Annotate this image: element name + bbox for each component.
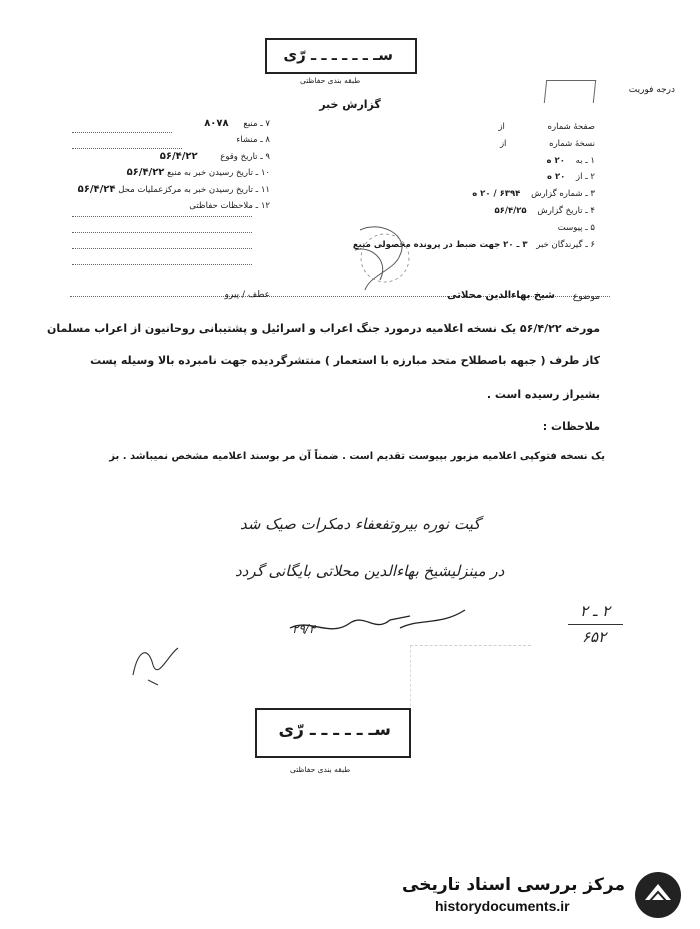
left-field-label: ۷ ـ منبع [243, 119, 270, 129]
right-field-1 [390, 156, 595, 166]
right-field-value: ۲۰ ه [546, 156, 565, 166]
signature-date: ۲۹/۴ [292, 622, 316, 636]
top-classification-caption: طبقه بندی حفاظتی [300, 76, 361, 85]
margin-note-top: ۲ ـ ۲ [580, 602, 611, 620]
faint-stamp-residue [410, 645, 531, 716]
right-field-copy [390, 139, 595, 149]
left-field-9 [70, 151, 270, 162]
bottom-stamp-text: سـ ـ ـ ـ ـ ـ رّی [278, 720, 391, 740]
body-line-3: بشیراز رسیده است . [486, 388, 600, 401]
left-field-label: ۹ ـ تاریخ وقوع [220, 152, 270, 162]
right-field-page [390, 122, 595, 132]
margin-note-divider [568, 624, 623, 625]
handwritten-note-line-2: در مینزلیشیخ بهاءالدین محلاتی بایگانی گردد [235, 562, 505, 580]
left-field-8 [70, 135, 270, 145]
report-title: گزارش خبر [319, 98, 381, 111]
right-field-2 [390, 172, 595, 182]
right-field-label: ۳ ـ شماره گزارش [531, 189, 595, 199]
watermark-org-name: مرکز بررسی اسناد تاریخی [402, 875, 625, 895]
left-field-value: ۵۶/۴/۲۲ [126, 167, 165, 178]
top-classification-stamp [265, 38, 417, 74]
handwritten-note-line-1: گیت نوره بیروتفعفاء دمکرات صیک شد [240, 515, 481, 533]
right-field-label: ۱ ـ به [575, 156, 595, 166]
right-field-label: ۶ ـ گیرندگان خبر [536, 240, 595, 250]
left-dotted-line [72, 216, 252, 217]
right-field-label: صفحهٔ شماره [547, 122, 595, 132]
left-field-7 [70, 118, 270, 129]
body-line-1: مورخه ۵۶/۴/۲۲ یک نسخه اعلامیه درمورد جنگ اعراب و اسرائیل و پشتیبانی روحانیون از اعراب مسلمان [47, 322, 600, 335]
right-field-value: ۲۰ ه [546, 172, 566, 182]
left-dotted-line [72, 148, 182, 149]
right-field-3 [390, 189, 595, 199]
right-field-label: نسخهٔ شماره [549, 139, 595, 149]
left-dotted-line [72, 248, 252, 249]
subject-value: شیخ بهاءالدین محلاتی [447, 290, 555, 301]
left-field-label: ۸ ـ منشاء [236, 135, 270, 145]
left-field-label: ۱۱ ـ تاریخ رسیدن خبر به مرکزعملیات محل [118, 185, 270, 195]
margin-note-bottom: ۶۵۲ [582, 628, 607, 646]
right-field-value: ۵۶/۴/۲۵ [494, 206, 527, 216]
reference-label: عطف / پیرو [224, 290, 270, 300]
left-dotted-line [72, 132, 172, 133]
remarks-label: ملاحظات : [542, 420, 600, 433]
remarks-text: یک نسخه فتوکپی اعلامیه مزبور بپیوست تقدیم است . ضمناً آن مر بوسند اعلامیه مشخص نمیباشد . بز [109, 451, 605, 462]
left-field-10 [70, 167, 270, 178]
left-field-value: ۵۶/۴/۲۴ [77, 184, 116, 195]
right-field-6 [290, 240, 595, 250]
received-stamp-mark [340, 220, 430, 300]
left-field-12 [70, 201, 270, 211]
right-field-value: ۳ ـ ۲۰ جهت ضبط در پرونده محصولی منبع [352, 240, 528, 250]
left-dotted-line [72, 264, 252, 265]
left-dotted-line [72, 232, 252, 233]
left-field-value: ۸۰۷۸ [204, 118, 229, 129]
watermark-url: historydocuments.ir [435, 898, 570, 914]
right-field-value: از [498, 122, 505, 132]
margin-initials [128, 640, 188, 690]
left-field-label: ۱۲ ـ ملاحظات حفاظتی [189, 201, 270, 211]
right-field-4 [390, 206, 595, 216]
right-field-value: ۶۳۹۴ / ۲۰ ه [472, 189, 521, 199]
right-field-value: از [499, 139, 507, 149]
bottom-classification-caption: طبقه بندی حفاظتی [290, 765, 351, 774]
bottom-classification-stamp [255, 708, 411, 758]
body-line-2: کاز طرف ( جبهه باصطلاح متحد مبارزه با استعمار ) منتشرگردیده جهت نامبرده بالا وسیله پست [90, 354, 600, 367]
urgency-degree-label: درجه فوریت [628, 85, 675, 95]
left-field-11 [70, 184, 270, 195]
right-field-label: ۵ ـ پیوست [557, 223, 595, 233]
right-field-label: ۴ ـ تاریخ گزارش [537, 206, 595, 216]
top-stamp-text: سـ ـ ـ ـ ـ ـ ـ رّی [283, 46, 393, 64]
book-logo-icon [633, 870, 683, 920]
subject-label: موضوع [572, 292, 600, 302]
left-field-label: ۱۰ ـ تاریخ رسیدن خبر به منبع [167, 168, 270, 178]
urgency-box [544, 80, 596, 103]
right-field-label: ۲ ـ از [576, 172, 595, 182]
left-field-value: ۵۶/۴/۲۲ [159, 151, 198, 162]
